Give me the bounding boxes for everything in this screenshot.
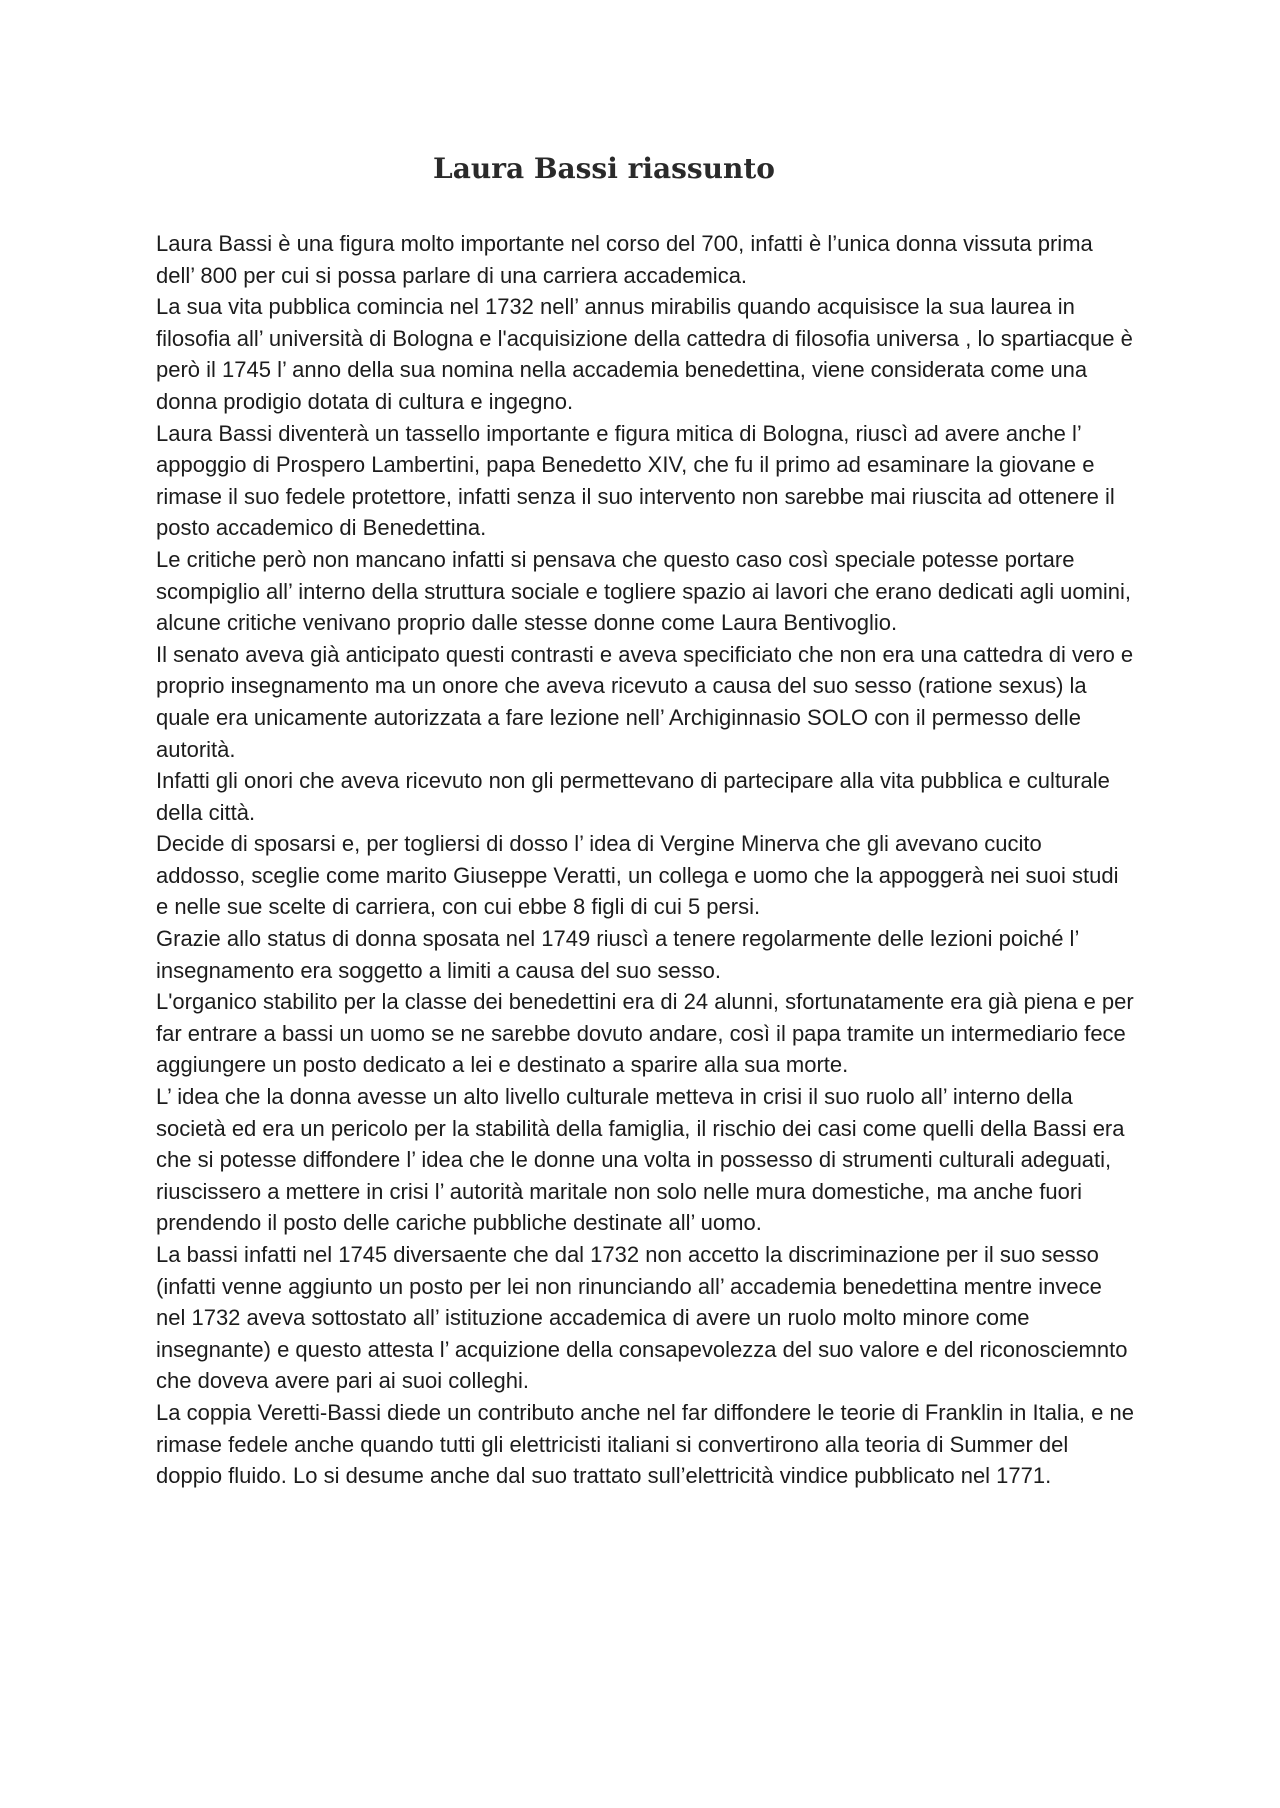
- paragraph-9: L'organico stabilito per la classe dei benedettini era di 24 alunni, sfortunatamente era già piena e per far entrare a bassi un uomo se ne sarebbe dovuto andare, così il papa tramite un intermediario fece aggiungere un posto dedicato a lei e destinato a sparire alla sua morte.: [156, 989, 1134, 1078]
- paragraph-2: La sua vita pubblica comincia nel 1732 nell’ annus mirabilis quando acquisisce la sua laurea in filosofia all’ università di Bologna e l'acquisizione della cattedra di filosofia universa , lo spartiacque è però il 1745 l’ anno della sua nomina nella accademia benedettina, viene considerata come una donna prodigio dotata di cultura e ingegno.: [156, 294, 1133, 414]
- paragraph-5: Il senato aveva già anticipato questi contrasti e aveva specificiato che non era una cattedra di vero e proprio insegnamento ma un onore che aveva ricevuto a causa del suo sesso (ratione sexus) la quale era unicamente autorizzata a fare lezione nell’ Archiginnasio SOLO con il permesso delle autorità.: [156, 641, 1134, 762]
- paragraph-8: Grazie allo status di donna sposata nel 1749 riuscì a tenere regolarmente delle lezioni poiché l’ insegnamento era soggetto a limiti a causa del suo sesso.: [156, 926, 1079, 983]
- paragraph-11: La bassi infatti nel 1745 diversaente che dal 1732 non accetto la discriminazione per il suo sesso (infatti venne aggiunto un posto per lei non rinunciando all’ accademia benedettina mentre invece nel 1732 aveva sottostato all’ istituzione accademica di avere un ruolo molto minore come insegnante) e questo attesta l’ acquizione della consapevolezza del suo valore e del riconosciemnto che doveva avere pari ai suoi colleghi.: [156, 1242, 1128, 1394]
- document-title: Laura Bassi riassunto: [433, 152, 775, 185]
- paragraph-12: La coppia Veretti-Bassi diede un contributo anche nel far diffondere le teorie di Franklin in Italia, e ne rimase fedele anche quando tutti gli elettricisti italiani si convertirono alla teoria di Summer del doppio fluido. Lo si desume anche dal suo trattato sull’elettricità vindice pubblicato nel 1771.: [156, 1399, 1134, 1489]
- document-body: [156, 228, 1136, 1492]
- paragraph-7: Decide di sposarsi e, per togliersi di dosso l’ idea di Vergine Minerva che gli avevano cucito addosso, sceglie come marito Giuseppe Veratti, un collega e uomo che la appoggerà nei suoi studi e nelle sue scelte di carriera, con cui ebbe 8 figli di cui 5 persi.: [156, 831, 1119, 920]
- paragraph-4: Le critiche però non mancano infatti si pensava che questo caso così speciale potesse portare scompiglio all’ interno della struttura sociale e togliere spazio ai lavori che erano dedicati agli uomini, alcune critiche venivano proprio dalle stesse donne come Laura Bentivoglio.: [156, 546, 1132, 636]
- paragraph-10: L’ idea che la donna avesse un alto livello culturale metteva in crisi il suo ruolo all’ interno della società ed era un pericolo per la stabilità della famiglia, il rischio dei casi come quelli della Bassi era che si potesse diffondere l’ idea che le donne una volta in possesso di strumenti culturali adeguati, riuscissero a mettere in crisi l’ autorità maritale non solo nelle mura domestiche, ma anche fuori prendendo il posto delle cariche pubbliche destinate all’ uomo.: [156, 1084, 1125, 1236]
- paragraph-6: Infatti gli onori che aveva ricevuto non gli permettevano di partecipare alla vita pubblica e culturale della città.: [156, 768, 1110, 825]
- paragraph-3: Laura Bassi diventerà un tassello importante e figura mitica di Bologna, riuscì ad avere anche l’ appoggio di Prospero Lambertini, papa Benedetto XIV, che fu il primo ad esaminare la giovane e rimase il suo fedele protettore, infatti senza il suo intervento non sarebbe mai riuscita ad ottenere il posto accademico di Benedettina.: [156, 420, 1115, 541]
- paragraph-1: Laura Bassi è una figura molto importante nel corso del 700, infatti è l’unica donna vissuta prima dell’ 800 per cui si possa parlare di una carriera accademica.: [156, 231, 1093, 288]
